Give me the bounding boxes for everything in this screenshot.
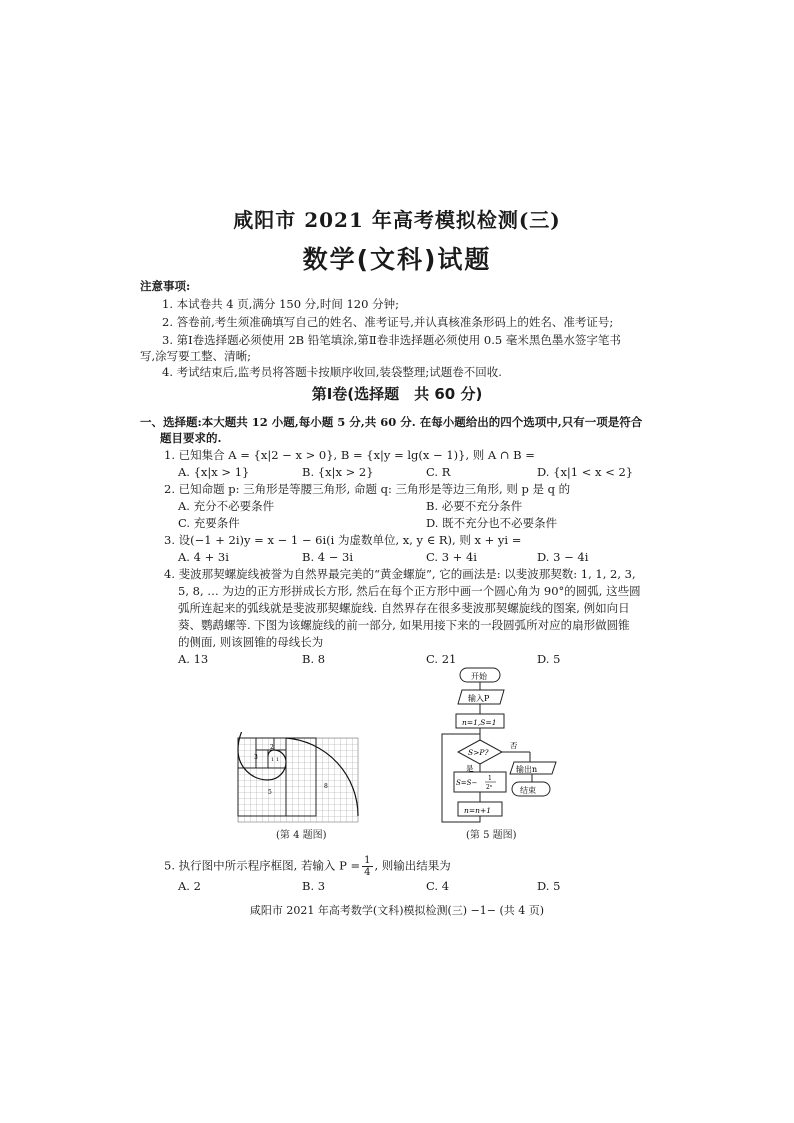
q4-option-c: C. 21 bbox=[426, 652, 457, 666]
flow-fraction-den: 2ⁿ bbox=[486, 784, 493, 791]
fig4-label: 2 bbox=[270, 744, 274, 751]
notes-heading: 注意事项: bbox=[140, 279, 191, 293]
q2-option-c: C. 充要条件 bbox=[178, 516, 240, 530]
flow-increment-label: n=n+1 bbox=[464, 806, 492, 815]
fig4-label: 8 bbox=[324, 783, 328, 790]
q5-stem-suffix: , 则输出结果为 bbox=[374, 858, 451, 873]
q4-option-a: A. 13 bbox=[178, 652, 209, 666]
q5-option-b: B. 3 bbox=[302, 879, 326, 893]
fig4-label: 1 bbox=[276, 757, 280, 763]
section-instruction: 一、选择题:本大题共 12 小题,每小题 5 分,共 60 分. 在每小题给出的四个选项中,只有一项是符合 bbox=[140, 415, 643, 429]
flow-init-label: n=1,S=1 bbox=[462, 718, 497, 727]
figure-5-caption: (第 5 题图) bbox=[466, 830, 517, 841]
fig4-label: 3 bbox=[254, 754, 258, 761]
q2-option-d: D. 既不充分也不必要条件 bbox=[426, 516, 558, 530]
q5-fraction-num: 1 bbox=[364, 855, 371, 866]
exam-title: 咸阳市 2021 年高考模拟检测(三) bbox=[233, 208, 561, 232]
q2-option-a: A. 充分不必要条件 bbox=[178, 499, 275, 513]
flowchart-figure bbox=[436, 664, 566, 828]
fig4-label: 5 bbox=[268, 789, 272, 796]
question-2-stem: 2. 已知命题 p: 三角形是等腰三角形, 命题 q: 三角形是等边三角形, 则 p 是 q 的 bbox=[164, 482, 571, 496]
question-1-stem: 1. 已知集合 A = {x|2 − x > 0}, B = {x|y = lg(x − 1)}, 则 A ∩ B = bbox=[164, 448, 535, 462]
q4-option-d: D. 5 bbox=[537, 652, 561, 666]
flow-input-label: 输入P bbox=[468, 694, 490, 703]
question-4-line: 5, 8, … 为边的正方形拼成长方形, 然后在每个正方形中画一个圆心角为 90°的圆弧, 这些圆 bbox=[178, 584, 641, 598]
q1-option-b: B. {x|x > 2} bbox=[302, 465, 374, 479]
flow-output-label: 输出n bbox=[516, 765, 538, 774]
question-4-line: 弧所连起来的弧线就是斐波那契螺旋线. 自然界存在很多斐波那契螺旋线的图案, 例如向日 bbox=[178, 601, 630, 615]
question-3-stem: 3. 设(−1 + 2i)y = x − 1 − 6i(i 为虚数单位, x, y ∈ R), 则 x + yi = bbox=[164, 533, 522, 547]
q5-option-a: A. 2 bbox=[178, 879, 201, 893]
note-item: 4. 考试结束后,监考员将答题卡按顺序收回,装袋整理;试题卷不回收. bbox=[162, 365, 502, 379]
flow-fraction-num: 1 bbox=[488, 775, 492, 782]
flow-start-label: 开始 bbox=[471, 672, 487, 681]
q5-fraction-den: 4 bbox=[364, 867, 371, 878]
section-instruction: 题目要求的. bbox=[160, 431, 222, 445]
q3-option-a: A. 4 + 3i bbox=[178, 550, 229, 564]
fig4-label: 1 bbox=[271, 757, 275, 763]
flow-condition-label: S>P? bbox=[468, 748, 489, 757]
q2-option-b: B. 必要不充分条件 bbox=[426, 499, 523, 513]
q1-option-d: D. {x|1 < x < 2} bbox=[537, 465, 634, 479]
exam-subtitle: 数学(文科)试题 bbox=[302, 245, 492, 274]
question-4-line: 葵、鹦鹉螺等. 下图为该螺旋线的前一部分, 如果用接下来的一段圆弧所对应的扇形做圆锥 bbox=[178, 618, 630, 632]
note-item: 2. 答卷前,考生须准确填写自己的姓名、准考证号,并认真核准条形码上的姓名、准考证号; bbox=[162, 315, 614, 329]
q5-fraction bbox=[362, 855, 372, 878]
flow-update-label: S=S− bbox=[456, 779, 478, 787]
q1-option-c: C. R bbox=[426, 465, 451, 479]
flow-yes-label: 是 bbox=[466, 764, 474, 773]
q5-option-c: C. 4 bbox=[426, 879, 450, 893]
flow-no-label: 否 bbox=[510, 741, 518, 750]
q5-option-d: D. 5 bbox=[537, 879, 561, 893]
question-4-line: 4. 斐波那契螺旋线被誉为自然界最完美的“黄金螺旋”, 它的画法是: 以斐波那契数: 1, 1, 2, 3, bbox=[164, 567, 636, 581]
q3-option-b: B. 4 − 3i bbox=[302, 550, 354, 564]
question-5-stem bbox=[164, 855, 451, 878]
note-item: 3. 第Ⅰ卷选择题必须使用 2B 铅笔填涂,第Ⅱ卷非选择题必须使用 0.5 毫米黑色墨水签字笔书 bbox=[162, 333, 621, 347]
q4-option-b: B. 8 bbox=[302, 652, 326, 666]
question-4-line: 的侧面, 则该圆锥的母线长为 bbox=[178, 635, 324, 649]
page-footer: 咸阳市 2021 年高考数学(文科)模拟检测(三) −1− (共 4 页) bbox=[249, 904, 545, 917]
figure-4-caption: (第 4 题图) bbox=[276, 830, 327, 841]
q1-option-a: A. {x|x > 1} bbox=[178, 465, 250, 479]
q3-option-d: D. 3 − 4i bbox=[537, 550, 589, 564]
flow-end-label: 结束 bbox=[520, 786, 536, 795]
fibonacci-spiral-figure bbox=[232, 732, 362, 832]
q3-option-c: C. 3 + 4i bbox=[426, 550, 477, 564]
q5-stem-prefix: 5. 执行图中所示程序框图, 若输入 P = bbox=[164, 858, 361, 873]
section-title: 第Ⅰ卷(选择题 共 60 分) bbox=[311, 385, 483, 403]
note-item: 写,涂写要工整、清晰; bbox=[140, 349, 252, 363]
note-item: 1. 本试卷共 4 页,满分 150 分,时间 120 分钟; bbox=[162, 297, 399, 311]
